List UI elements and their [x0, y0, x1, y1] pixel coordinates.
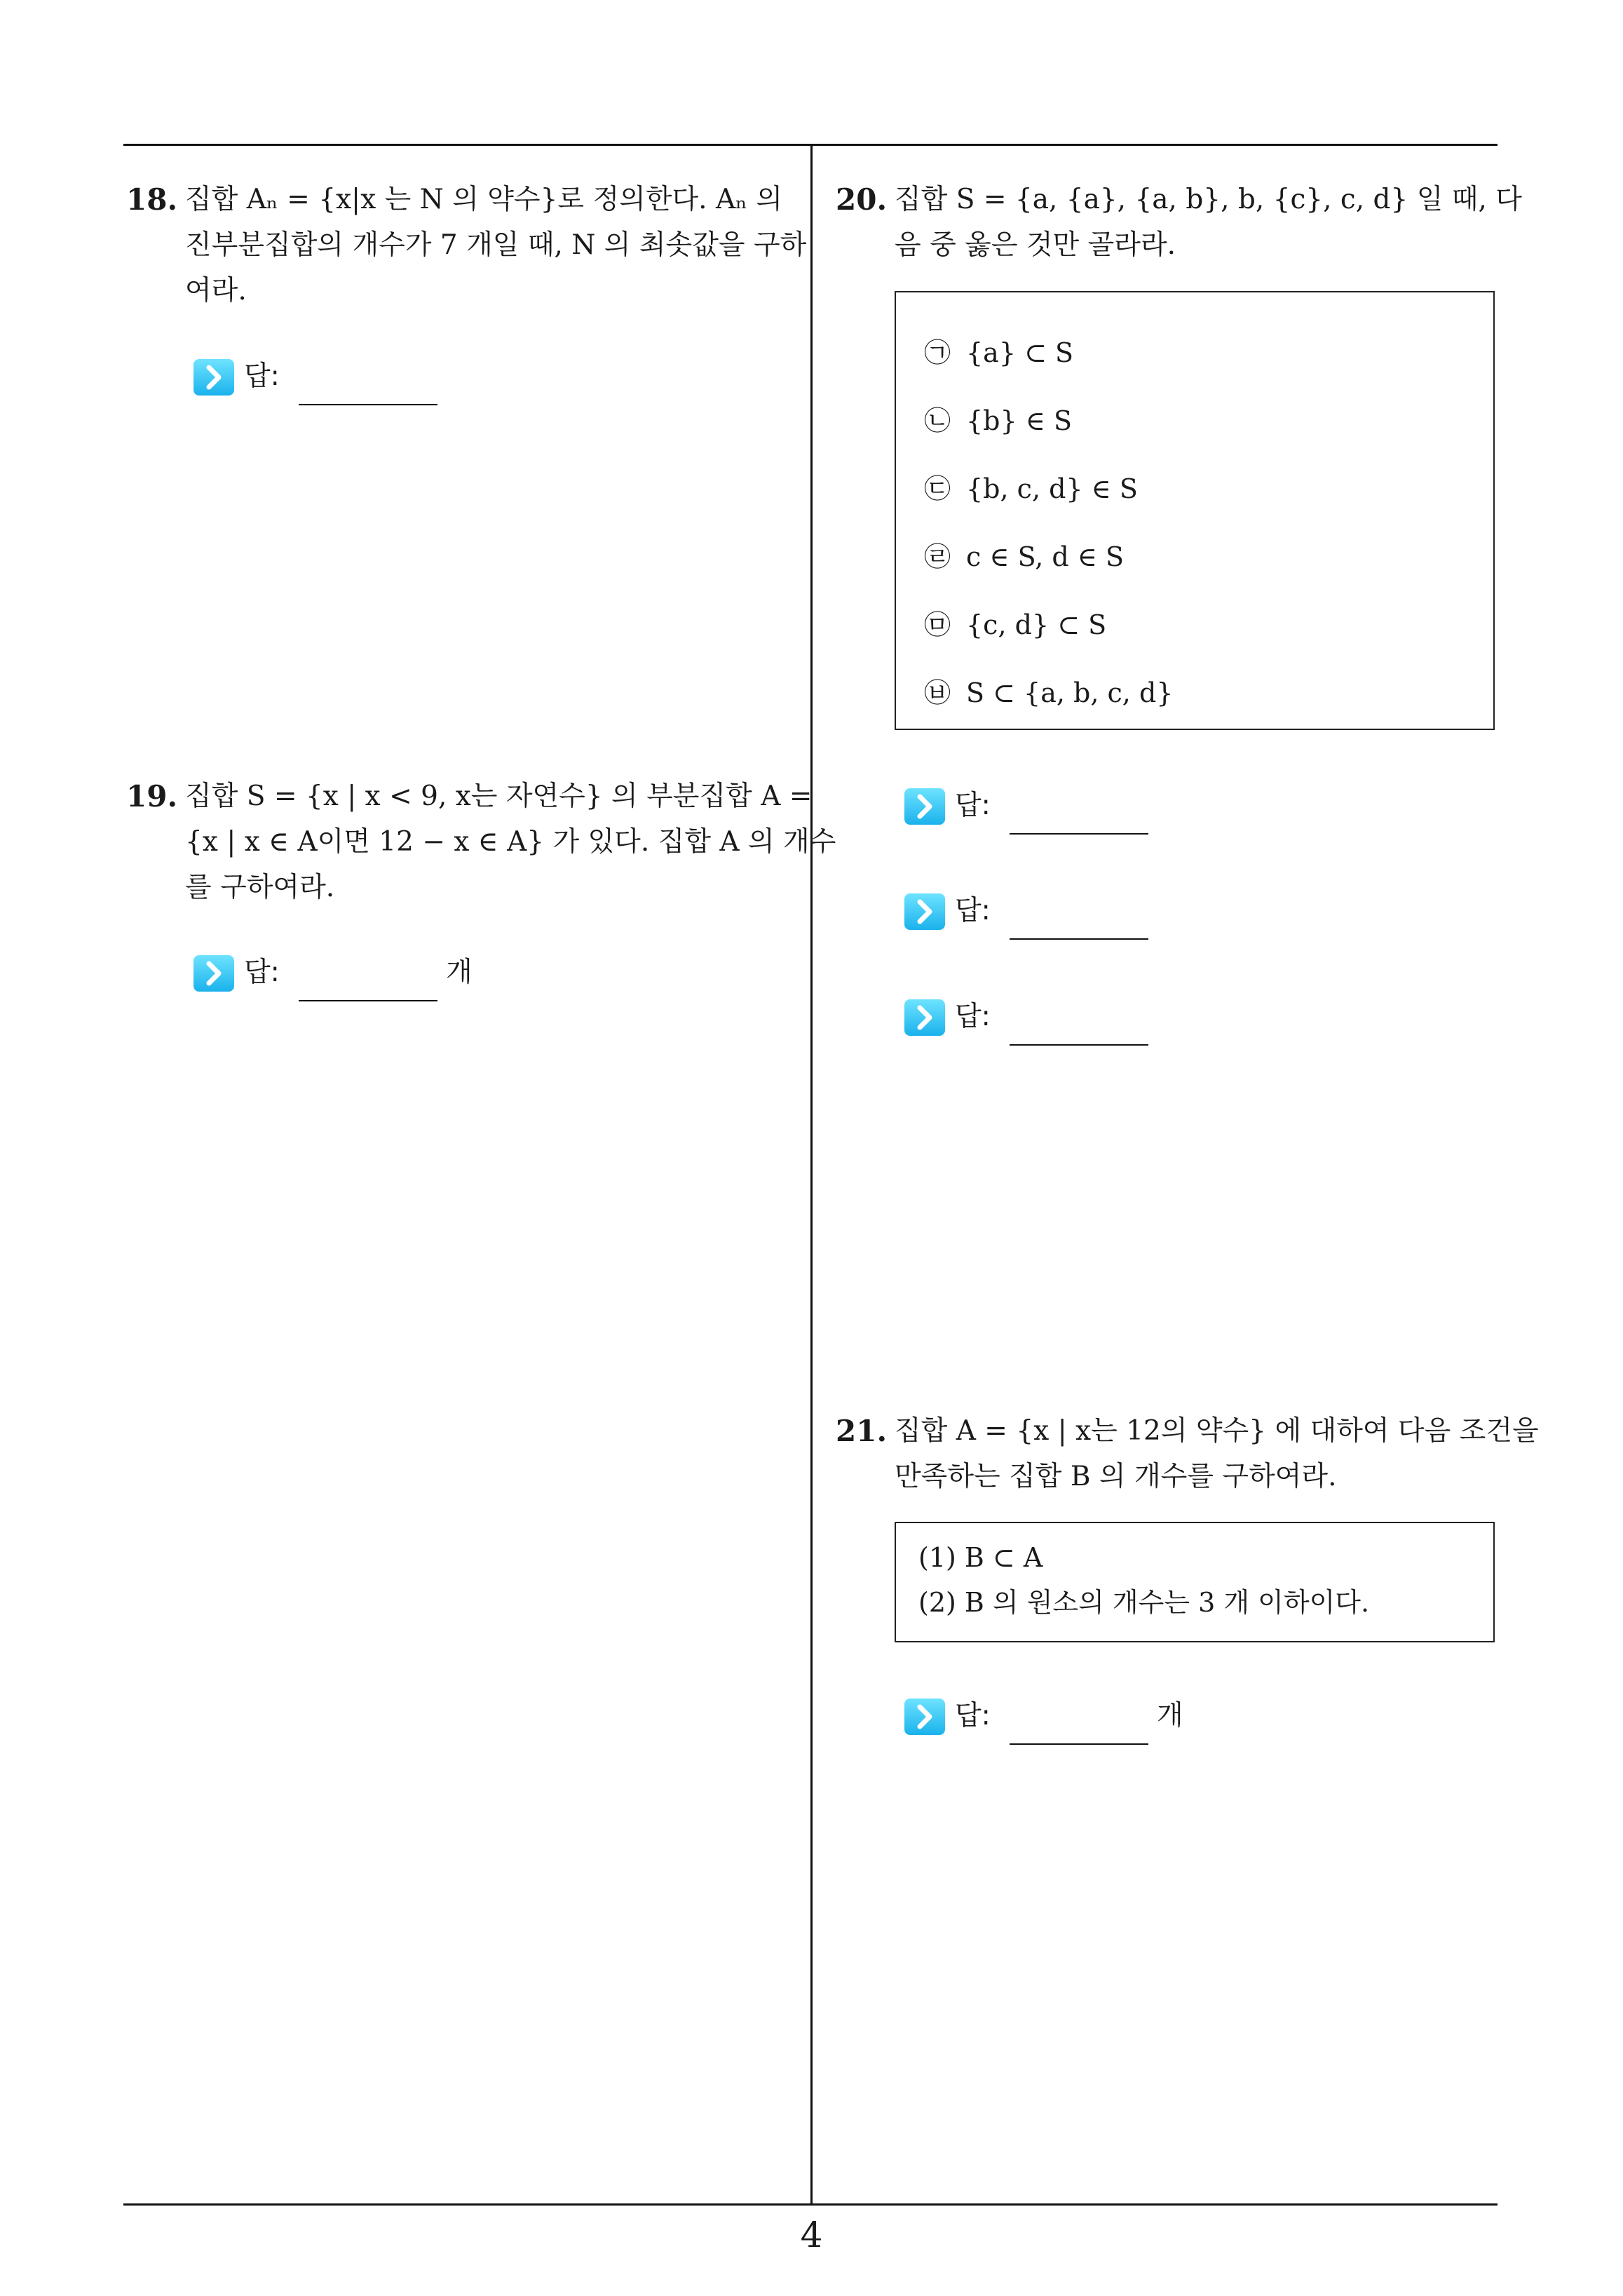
- answer-blank[interactable]: [1010, 1044, 1148, 1046]
- question-line: 진부분집합의 개수가 7 개일 때, N 의 최솟값을 구하: [185, 229, 807, 261]
- choices-box: [895, 291, 1495, 730]
- choice-text: c ∈ S, d ∈ S: [966, 541, 1125, 572]
- answer-label: 답:: [244, 360, 280, 392]
- conditions-box: [895, 1522, 1495, 1642]
- answer-label: 답:: [955, 895, 991, 926]
- choice-text: S ⊂ {a, b, c, d}: [966, 677, 1174, 708]
- bottom-rule: [123, 2203, 1498, 2206]
- choice-item: [924, 539, 1124, 575]
- choice-text: {a} ⊂ S: [966, 337, 1074, 368]
- choice-item: [924, 335, 1073, 371]
- answer-label: 답:: [955, 1001, 991, 1032]
- question-21: [836, 1408, 1539, 1506]
- question-number: 21.: [836, 1414, 888, 1448]
- answer-label: 답:: [955, 1700, 991, 1731]
- answer-blank[interactable]: [299, 404, 437, 405]
- question-line: {x | x ∈ A이면 12 − x ∈ A} 가 있다. 집합 A 의 개수: [185, 826, 836, 858]
- question-line: 를 구하여라.: [185, 872, 335, 903]
- chevron-right-icon: [904, 893, 945, 930]
- choice-mark: ㉤: [924, 609, 951, 640]
- question-line: 집합 A = {x | x는 12의 약수} 에 대하여 다음 조건을: [895, 1415, 1539, 1447]
- chevron-right-icon: [193, 955, 234, 992]
- choice-mark: ㉢: [924, 473, 951, 504]
- answer-blank[interactable]: [1010, 938, 1148, 940]
- answer-label: 답:: [955, 790, 991, 821]
- question-text: [185, 177, 806, 313]
- answer-unit: 개: [446, 957, 473, 988]
- question-line: 만족하는 집합 B 의 개수를 구하여라.: [895, 1461, 1337, 1492]
- choice-text: {b, c, d} ∈ S: [966, 473, 1138, 504]
- answer-blank[interactable]: [1010, 833, 1148, 835]
- condition-item: (1) B ⊂ A: [918, 1542, 1043, 1573]
- choice-mark: ㉡: [924, 405, 951, 436]
- question-number: 19.: [126, 779, 178, 813]
- choice-item: [924, 403, 1072, 439]
- answer-label: 답:: [244, 957, 280, 988]
- choice-item: [924, 607, 1106, 643]
- answer-20-3: [904, 997, 1199, 1039]
- question-19: [126, 774, 836, 914]
- chevron-right-icon: [904, 788, 945, 825]
- answer-blank[interactable]: [299, 1000, 437, 1001]
- question-number: 18.: [126, 182, 178, 217]
- question-18: [126, 177, 807, 317]
- chevron-right-icon: [193, 359, 234, 396]
- chevron-right-icon: [904, 1699, 945, 1735]
- answer-20-2: [904, 891, 1199, 933]
- chevron-right-icon: [904, 999, 945, 1036]
- question-line: 집합 Aₙ = {x|x 는 N 의 약수}로 정의한다. Aₙ 의: [185, 184, 783, 215]
- question-20: [836, 177, 1523, 275]
- answer-21: [904, 1696, 1227, 1738]
- question-text: [895, 1408, 1539, 1499]
- choice-item: [924, 471, 1138, 507]
- choice-mark: ㉣: [924, 541, 951, 572]
- answer-19: [193, 952, 516, 994]
- column-divider: [810, 144, 813, 2204]
- question-line: 집합 S = {x | x < 9, x는 자연수} 의 부분집합 A =: [185, 781, 813, 812]
- question-text: [185, 774, 836, 910]
- answer-blank[interactable]: [1010, 1743, 1148, 1745]
- question-line: 음 중 옳은 것만 골라라.: [895, 229, 1176, 261]
- condition-item: (2) B 의 원소의 개수는 3 개 이하이다.: [918, 1587, 1370, 1618]
- question-text: [895, 177, 1522, 268]
- answer-unit: 개: [1157, 1700, 1183, 1731]
- question-line: 집합 S = {a, {a}, {a, b}, b, {c}, c, d} 일 때, 다: [895, 184, 1522, 215]
- answer-18: [193, 356, 488, 398]
- choice-mark: ㉥: [924, 677, 951, 708]
- choice-text: {b} ∈ S: [966, 405, 1072, 436]
- page-number: 4: [800, 2215, 823, 2255]
- answer-20-1: [904, 785, 1199, 828]
- choice-mark: ㉠: [924, 337, 951, 368]
- question-number: 20.: [836, 182, 888, 217]
- choice-text: {c, d} ⊂ S: [966, 609, 1107, 640]
- choice-item: [924, 675, 1173, 711]
- question-line: 여라.: [185, 275, 247, 306]
